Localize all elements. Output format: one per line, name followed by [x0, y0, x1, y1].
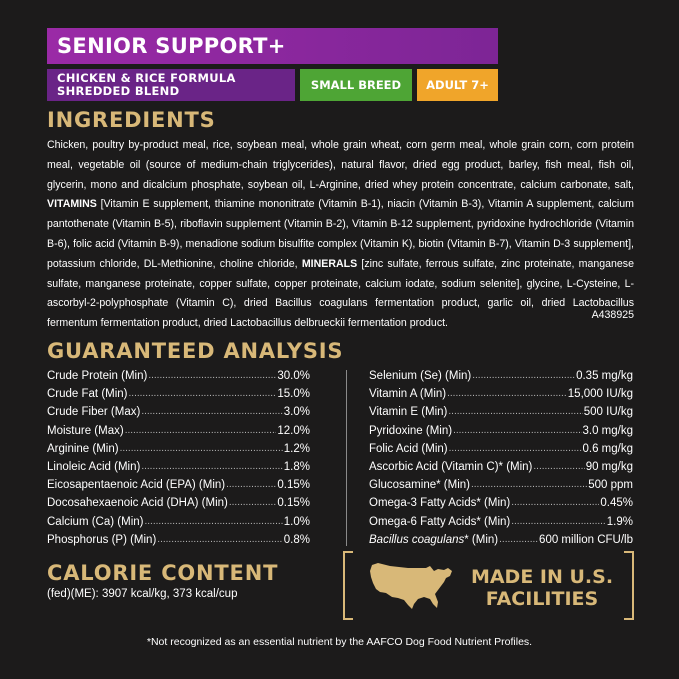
analysis-row: [47, 367, 310, 385]
leader-dots: [499, 531, 538, 549]
ingredients-code: A438925: [591, 309, 634, 321]
analysis-row: [369, 385, 633, 403]
analysis-value: 0.35 mg/kg: [576, 370, 633, 382]
leader-dots: [144, 513, 282, 531]
analysis-label: Crude Fiber (Max): [47, 406, 141, 419]
analysis-row: [47, 385, 310, 403]
made-in-frame-left: [343, 551, 353, 620]
analysis-value: 3.0 mg/kg: [582, 424, 633, 437]
age-badge: ADULT 7+: [417, 69, 498, 101]
analysis-left-column: [47, 367, 310, 549]
breed-badge: SMALL BREED: [300, 69, 412, 101]
analysis-label: Crude Protein (Min): [47, 370, 148, 382]
made-in-text: [462, 566, 622, 610]
leader-dots: [511, 513, 606, 531]
analysis-label: Pyridoxine (Min): [369, 424, 453, 437]
made-in-frame-right: [624, 551, 634, 620]
vitamins-label: VITAMINS: [47, 198, 97, 211]
analysis-row: [47, 476, 310, 494]
analysis-value: 0.45%: [600, 497, 633, 510]
analysis-value: 500 ppm: [588, 479, 633, 492]
analysis-label: Moisture (Max): [47, 424, 124, 437]
analysis-row: [47, 458, 310, 476]
analysis-row: [47, 403, 310, 421]
analysis-row: [369, 494, 633, 512]
leader-dots: [157, 531, 282, 549]
leader-dots: [229, 494, 277, 512]
analysis-label: Eicosapentaenoic Acid (EPA) (Min): [47, 479, 226, 492]
leader-dots: [125, 422, 277, 440]
analysis-label-italic: Bacillus coagulans: [369, 533, 465, 546]
analysis-label: Omega-3 Fatty Acids* (Min): [369, 497, 511, 510]
analysis-value: 1.9%: [606, 515, 633, 528]
ingredients-part-2: [Vitamin E supplement, thiamine mononitrate (Vitamin B-1), niacin (Vitamin B-3), Vitamin A supplement, calcium pantothenate (Vitamin B-5), riboflavin supplement (Vitamin B-2), Vitamin B-12 supplement, pyridoxine hydrochloride (Vitamin B-6), folic acid (Vitamin B-9), menadione sodium bisulfite complex (Vitamin K), biotin (Vitamin B-7), Vitamin D-3 supplement], potassium chloride, DL-Methionine, choline chloride,: [47, 198, 634, 270]
made-in-line-1: MADE IN U.S.: [470, 566, 614, 588]
analysis-value: 90 mg/kg: [585, 460, 633, 473]
leader-dots: [141, 458, 282, 476]
made-in-line-2: FACILITIES: [485, 588, 599, 610]
analysis-value: 0.15%: [277, 479, 310, 492]
analysis-label: Vitamin A (Min): [369, 388, 447, 401]
analysis-row: [47, 440, 310, 458]
leader-dots: [449, 440, 582, 458]
analysis-value: 3.0%: [283, 406, 310, 419]
analysis-row: [369, 476, 633, 494]
leader-dots: [453, 422, 581, 440]
leader-dots: [447, 385, 567, 403]
leader-dots: [533, 458, 584, 476]
leader-dots: [226, 476, 276, 494]
analysis-value: 500 IU/kg: [583, 406, 633, 419]
analysis-row: [369, 458, 633, 476]
analysis-value: 600 million CFU/lb: [539, 533, 633, 546]
leader-dots: [471, 476, 587, 494]
leader-dots: [472, 367, 575, 385]
ingredients-part-3: [zinc sulfate, ferrous sulfate, zinc proteinate, manganese sulfate, manganese proteinate, copper sulfate, copper proteinate, calcium iodate, sodium selenite], glycine, L-Cysteine, L-ascorbyl-2-polyphosphate (Vitamin C), dried Bacillus coagulans fermentation product, garlic oil, dried Lactobacillus fermentum fermentation product, dried Lactobacillus delbrueckii fermentation product.: [47, 257, 634, 330]
leader-dots: [448, 403, 582, 421]
usa-map-icon: [368, 559, 458, 614]
product-title-banner: SENIOR SUPPORT+: [47, 28, 498, 64]
analysis-value: 15.0%: [277, 388, 310, 401]
analysis-row: [369, 422, 633, 440]
formula-line-2: SHREDDED BLEND: [57, 84, 180, 98]
leader-dots: [129, 385, 277, 403]
analysis-label: Ascorbic Acid (Vitamin C)* (Min): [369, 460, 533, 473]
calorie-text: (fed)(ME): 3907 kcal/kg, 373 kcal/cup: [47, 588, 238, 600]
analysis-label: Selenium (Se) (Min): [369, 370, 472, 382]
analysis-value: 0.8%: [283, 533, 310, 546]
formula-banner: [47, 69, 295, 101]
analysis-row: [369, 367, 633, 385]
analysis-label: Phosphorus (P) (Min): [47, 533, 157, 546]
analysis-label: Calcium (Ca) (Min): [47, 515, 144, 528]
analysis-label: Glucosamine* (Min): [369, 479, 470, 492]
analysis-label: Vitamin E (Min): [369, 406, 448, 419]
formula-line-1: CHICKEN & RICE FORMULA: [57, 71, 236, 85]
analysis-label: Docosahexaenoic Acid (DHA) (Min): [47, 497, 228, 510]
column-divider: [346, 370, 347, 546]
analysis-row: [369, 513, 633, 531]
analysis-row: [47, 513, 310, 531]
leader-dots: [141, 403, 282, 421]
analysis-row: [47, 422, 310, 440]
leader-dots: [148, 367, 276, 385]
ingredients-text: [47, 136, 634, 334]
analysis-row: [47, 494, 310, 512]
analysis-label: Arginine (Min): [47, 442, 119, 455]
analysis-value: 1.0%: [283, 515, 310, 528]
leader-dots: [511, 494, 599, 512]
analysis-row: [369, 403, 633, 421]
analysis-heading: GUARANTEED ANALYSIS: [47, 339, 344, 363]
analysis-value: 0.15%: [277, 497, 310, 510]
analysis-label: Omega-6 Fatty Acids* (Min): [369, 515, 511, 528]
analysis-right-column: [369, 367, 633, 549]
footnote: *Not recognized as an essential nutrient by the AAFCO Dog Food Nutrient Profiles.: [146, 636, 533, 648]
leader-dots: [120, 440, 283, 458]
analysis-label: [369, 531, 498, 549]
analysis-value: 0.6 mg/kg: [582, 442, 633, 455]
analysis-label-rest: * (Min): [464, 533, 499, 546]
analysis-label: Linoleic Acid (Min): [47, 460, 141, 473]
analysis-value: 15,000 IU/kg: [567, 388, 633, 401]
analysis-value: 1.2%: [283, 442, 310, 455]
analysis-row: [369, 440, 633, 458]
analysis-row: [47, 531, 310, 549]
analysis-value: 30.0%: [277, 370, 310, 382]
analysis-value: 12.0%: [277, 424, 310, 437]
ingredients-heading: INGREDIENTS: [47, 108, 216, 132]
ingredients-part-1: Chicken, poultry by-product meal, rice, soybean meal, whole grain wheat, corn germ meal, whole grain corn, corn protein meal, vegetable oil (source of medium-chain triglycerides), natural flavor, dried egg product, barley, fish meal, fish oil, glycerin, mono and dicalcium phosphate, soybean oil, L-Arginine, dried whey protein concentrate, calcium carbonate, salt,: [47, 139, 634, 191]
analysis-label: Folic Acid (Min): [369, 442, 448, 455]
analysis-row: [369, 531, 633, 549]
calorie-heading: CALORIE CONTENT: [47, 561, 279, 585]
analysis-value: 1.8%: [283, 460, 310, 473]
analysis-label: Crude Fat (Min): [47, 388, 128, 401]
minerals-label: MINERALS: [301, 257, 358, 270]
